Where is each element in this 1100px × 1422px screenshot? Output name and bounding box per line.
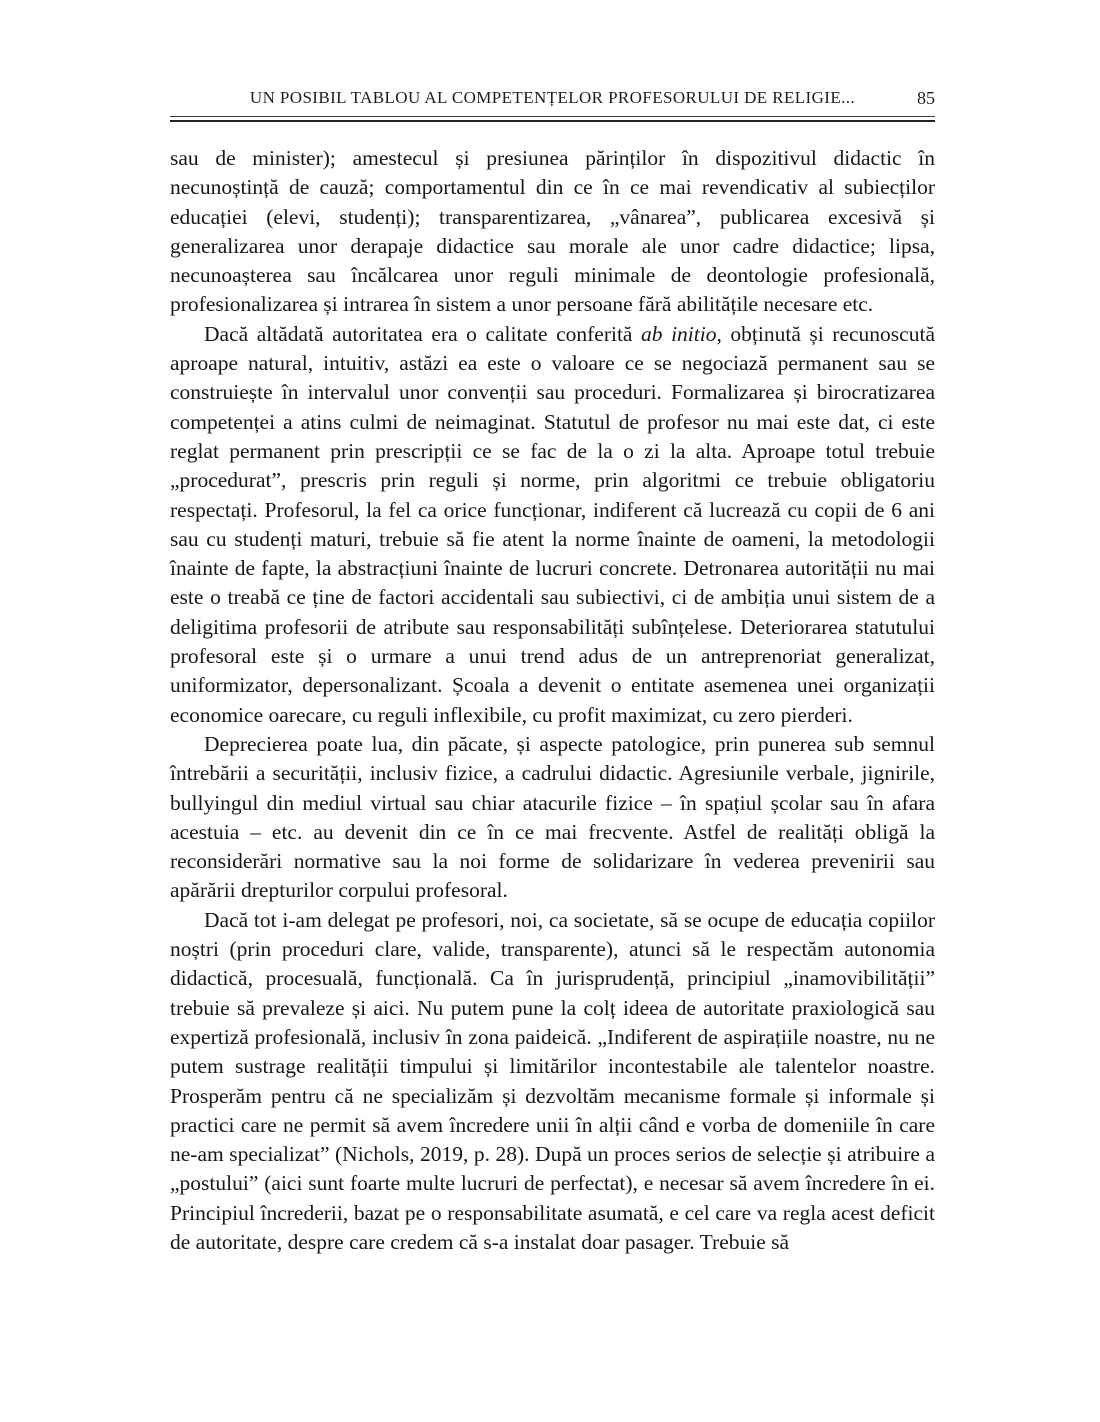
paragraph-2-text-post: , obținută și recunoscută aproape natural, intuitiv, astăzi ea este o valoare ce se negociază permanent sau se construiește în intervalul unor convenții sau proceduri. Formalizarea și birocratizarea competenței a atins culmi de neimaginat. Statutul de profesor nu mai este dat, ci este reglat permanent prin prescripții ce se fac de la o zi la alta. Aproape totul trebuie „procedurat”, prescris prin reguli și norme, prin algoritmi ce trebuie obligatoriu respectați. Profesorul, la fel ca orice funcționar, indiferent că lucrează cu copii de 6 ani sau cu studenți maturi, trebuie să fie atent la norme înainte de oameni, la metodologii înainte de fapte, la abstracțiuni înainte de lucruri concrete. Detronarea autorității nu mai este o treabă ce ține de factori accidentali sau subiectivi, ci de ambiția unui sistem de a deligitima profesorii de atribute sau responsabilități subînțelese. Deteriorarea statutului profesoral este și o urmare a unui trend adus de un antreprenoriat generalizat, uniformizator, depersonalizant. Școala a devenit o entitate asemenea unei organizații economice oarecare, cu reguli inflexibile, cu profit maximizat, cu zero pierderi. xyxy=(170,321,935,727)
page-header xyxy=(170,88,935,112)
running-title: UN POSIBIL TABLOU AL COMPETENȚELOR PROFESORULUI DE RELIGIE... xyxy=(249,88,856,107)
paragraph-4: Dacă tot i-am delegat pe profesori, noi, ca societate, să se ocupe de educația copiilor noștri (prin proceduri clare, valide, transparente), atunci să le respectăm autonomia didactică, procesuală, funcțională. Ca în jurisprudență, principiul „inamovibilității” trebuie să prevaleze și aici. Nu putem pune la colț ideea de autoritate praxiologică sau expertiză profesională, inclusiv în zona paideică. „Indiferent de aspirațiile noastre, nu ne putem sustrage realității timpului și limitărilor incontestabile ale talentelor noastre. Prosperăm pentru că ne specializăm și dezvoltăm mecanisme formale și informale și practici care ne permit să avem încredere unii în alții când e vorba de domeniile în care ne-am specializat” (Nichols, 2019, p. 28). După un proces serios de selecție și atribuire a „postului” (aici sunt foarte multe lucruri de perfectat), e necesar să avem încredere în ei. Principiul încrederii, bazat pe o responsabilitate asumată, e cel care va regla acest deficit de autoritate, despre care credem că s-a instalat doar pasager. Trebuie să xyxy=(170,907,935,1254)
page-number: 85 xyxy=(917,88,935,108)
header-rule xyxy=(170,116,935,122)
paragraph-1: sau de minister); amestecul și presiunea părinților în dispozitivul didactic în necunoștință de cauză; comportamentul din ce în ce mai revendicativ al subiecților educației (elevi, studenți); transparentizarea, „vânarea”, publicarea excesivă și generalizarea unor derapaje didactice sau morale ale unor cadre didactice; lipsa, necunoașterea sau încălcarea unor reguli minimale de deontologie profesională, profesionalizarea și intrarea în sistem a unor persoane fără abilitățile necesare etc. xyxy=(170,146,935,317)
paragraph-2 xyxy=(170,320,935,730)
page-body xyxy=(170,144,935,1257)
latin-phrase-italic: ab initio xyxy=(641,321,717,346)
paragraph-3: Deprecierea poate lua, din păcate, și aspecte patologice, prin punerea sub semnul întrebării a securității, inclusiv fizice, a cadrului didactic. Agresiunile verbale, jignirile, bullyingul din mediul virtual sau chiar atacurile fizice – în spațiul școlar sau în afara acestuia – etc. au devenit din ce în ce mai frecvente. Astfel de realități obligă la reconsiderări normative sau la noi forme de solidarizare în vederea prevenirii sau apărării drepturilor corpului profesoral. xyxy=(170,731,935,903)
paragraph-2-text-pre: Dacă altădată autoritatea era o calitate conferită xyxy=(204,321,642,346)
